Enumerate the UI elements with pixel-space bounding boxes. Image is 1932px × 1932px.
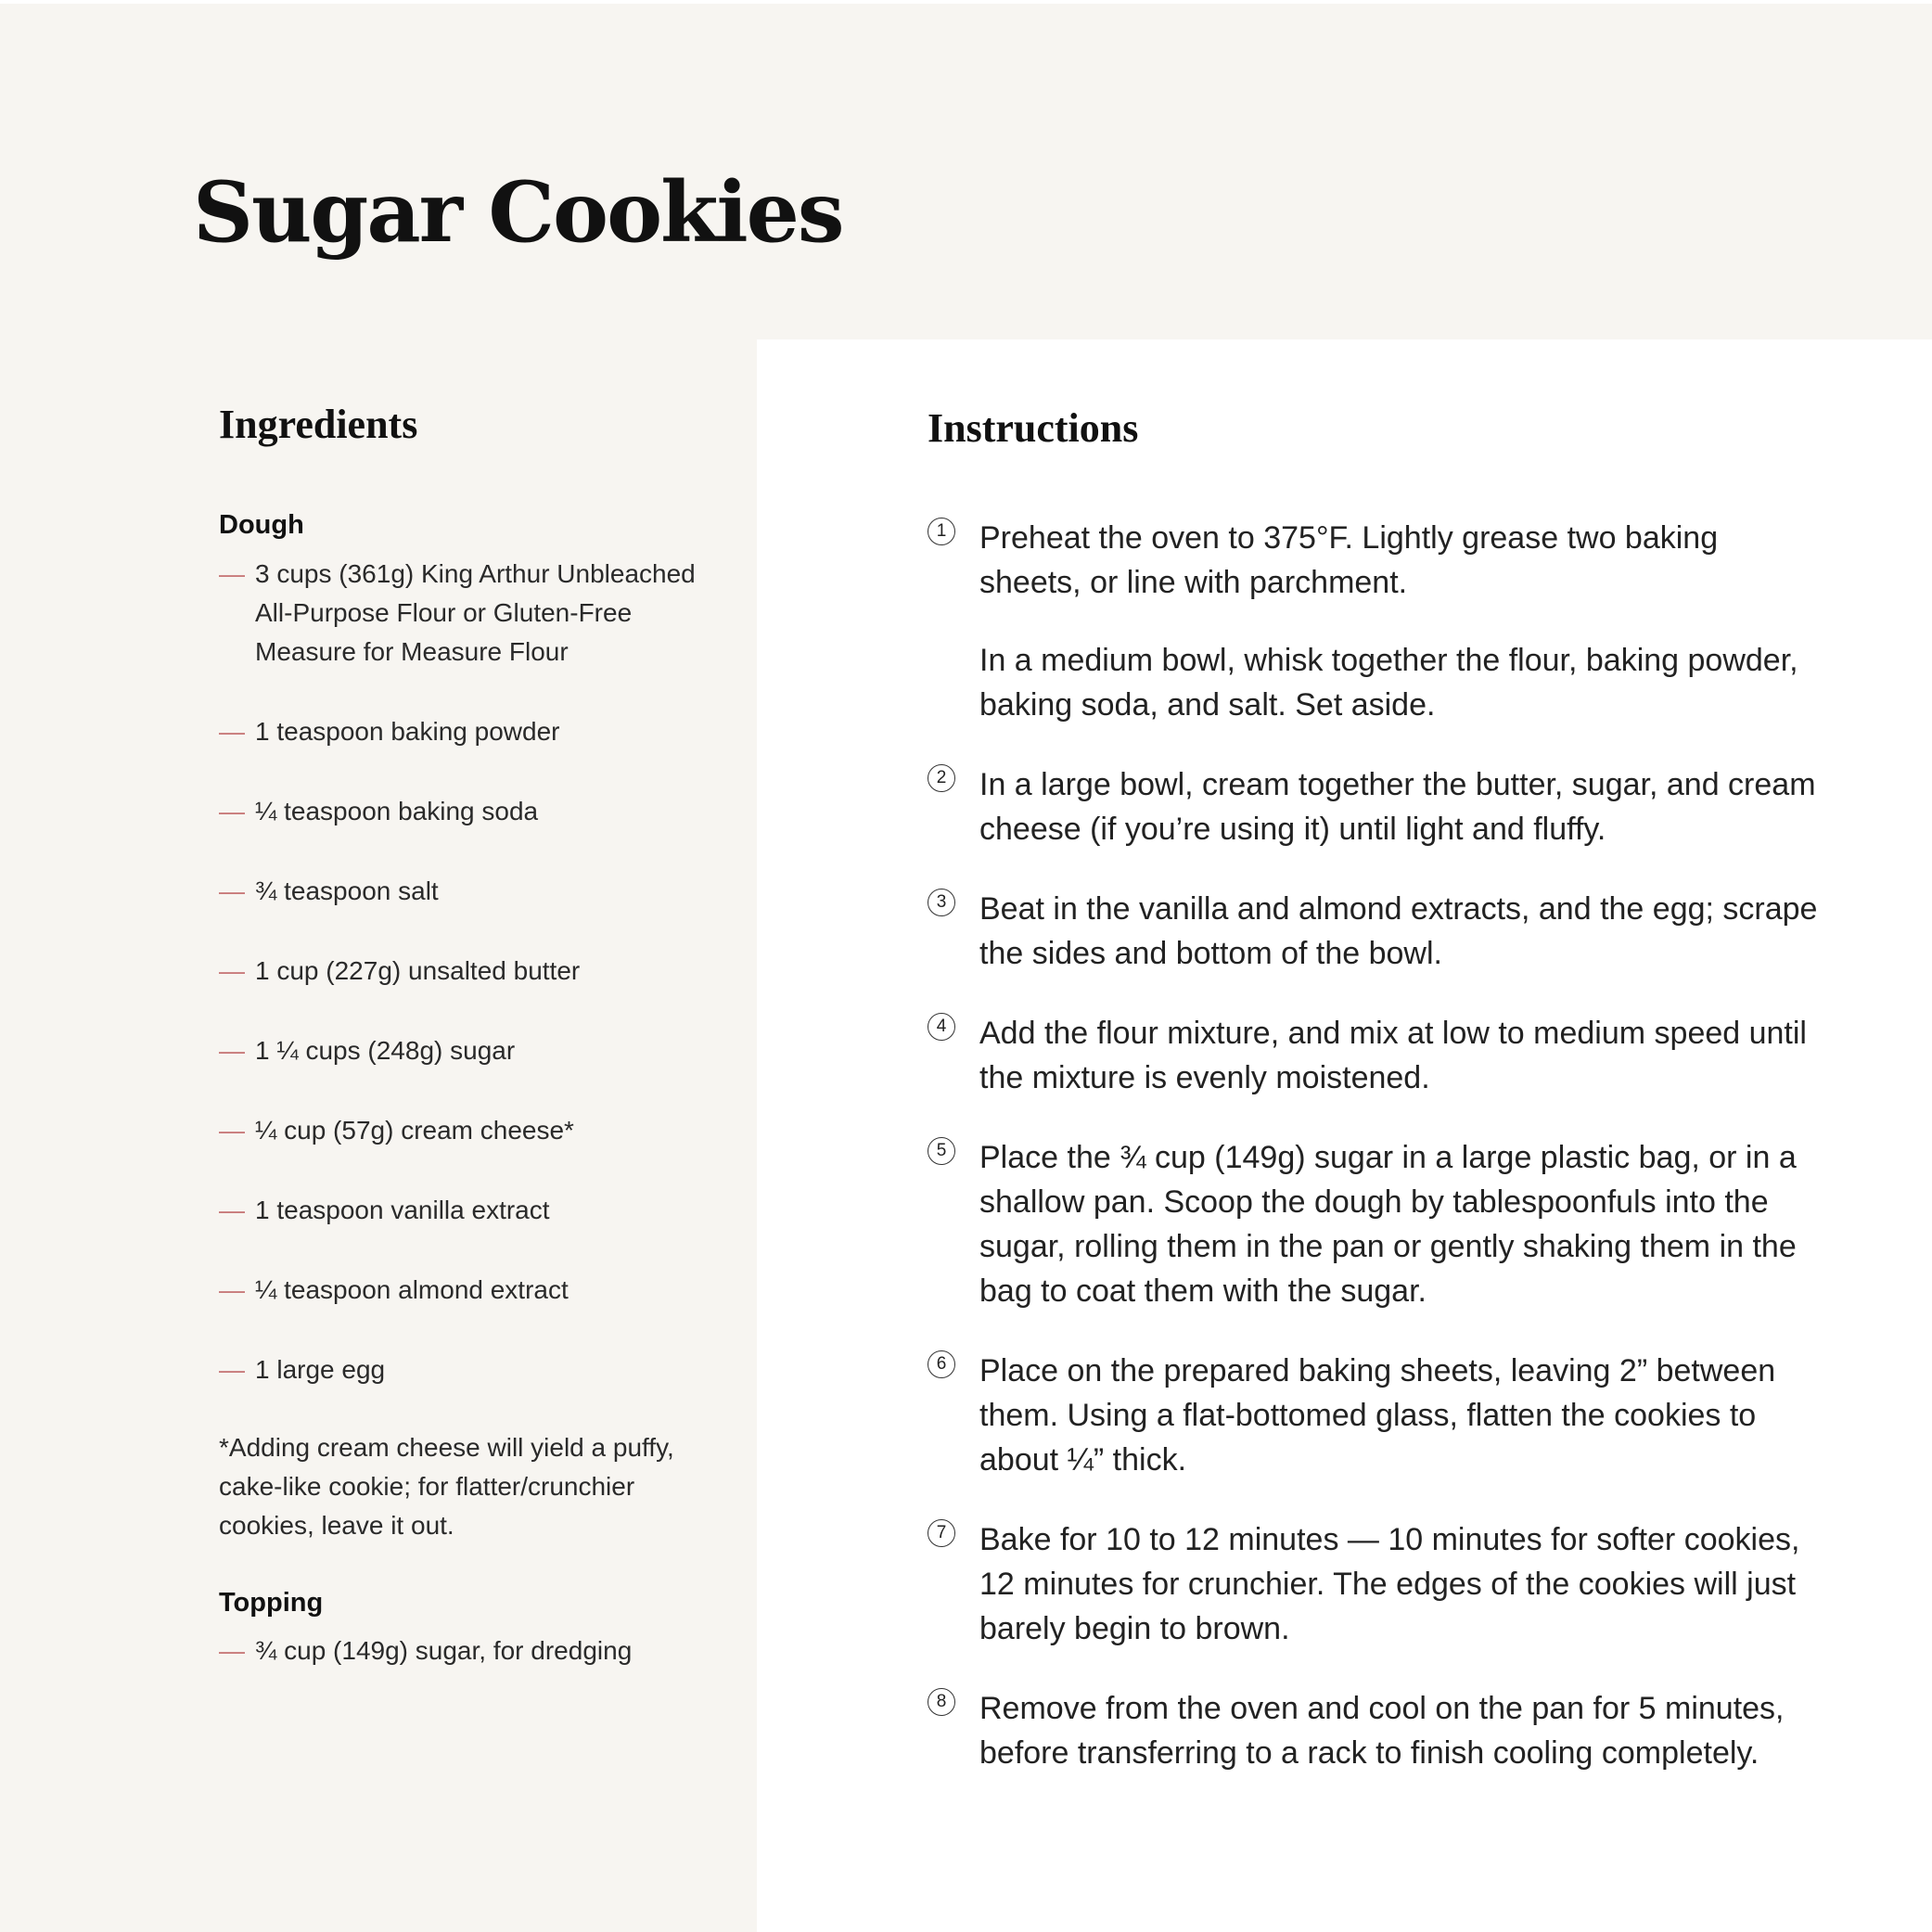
- instructions-steps: [928, 516, 1827, 1810]
- dash-bullet: —: [219, 558, 245, 588]
- step-number-circle: 7: [928, 1519, 955, 1547]
- instruction-step: [928, 1011, 1827, 1100]
- instruction-step: [928, 1349, 1827, 1482]
- ingredients-heading: Ingredients: [219, 402, 418, 447]
- instruction-step: [928, 1135, 1827, 1313]
- ingredient-item: [219, 792, 701, 831]
- ingredient-text: 3 cups (361g) King Arthur Unbleached All-Purpose Flour or Gluten-Free Measure for Measure Flour: [255, 558, 696, 666]
- step-number-circle: 5: [928, 1137, 955, 1165]
- dash-bullet: —: [219, 1274, 245, 1304]
- dash-bullet: —: [219, 1035, 245, 1065]
- top-band: [0, 0, 1932, 4]
- step-number-circle: 4: [928, 1013, 955, 1041]
- step-number-circle: 2: [928, 764, 955, 792]
- cream-cheese-note: *Adding cream cheese will yield a puffy, cake-like cookie; for flatter/crunchier cookies, leave it out.: [219, 1432, 674, 1540]
- instructions-heading: Instructions: [928, 405, 1139, 451]
- step-text: Place the ¾ cup (149g) sugar in a large plastic bag, or in a shallow pan. Scoop the dough by tablespoonfuls into the sugar, rolling them in the pan or gently shaking them in the bag to coat them with the sugar.: [979, 1140, 1797, 1309]
- ingredient-item: [219, 1031, 701, 1070]
- dash-bullet: —: [219, 1636, 245, 1666]
- instruction-step: [928, 887, 1827, 976]
- dash-bullet: —: [219, 876, 245, 905]
- step-text: In a large bowl, cream together the butter, sugar, and cream cheese (if you’re using it) until light and fluffy.: [979, 767, 1816, 847]
- ingredient-text: ¾ cup (149g) sugar, for dredging: [255, 1636, 633, 1666]
- step-number-circle: 1: [928, 518, 955, 545]
- topping-ingredient-list: [219, 1631, 701, 1670]
- instruction-step: [928, 1686, 1827, 1775]
- step-text: Add the flour mixture, and mix at low to medium speed until the mixture is evenly moistened.: [979, 1016, 1807, 1095]
- step-text: Place on the prepared baking sheets, leaving 2” between them. Using a flat-bottomed glass, flatten the cookies to about ¼” thick.: [979, 1353, 1776, 1478]
- ingredient-item: [219, 555, 701, 672]
- ingredient-item: [219, 1111, 701, 1150]
- step-text: In a medium bowl, whisk together the flour, baking powder, baking soda, and salt. Set aside.: [979, 643, 1798, 723]
- step-number-circle: 3: [928, 889, 955, 916]
- dash-bullet: —: [219, 1115, 245, 1145]
- ingredient-item: [219, 1631, 701, 1670]
- ingredient-item: [219, 872, 701, 911]
- ingredient-text: 1 ¼ cups (248g) sugar: [255, 1035, 516, 1065]
- dash-bullet: —: [219, 796, 245, 825]
- dough-group-title: Dough: [219, 510, 304, 540]
- ingredient-text: ¼ teaspoon baking soda: [255, 796, 539, 825]
- ingredient-text: 1 teaspoon vanilla extract: [255, 1195, 550, 1224]
- step-text: Preheat the oven to 375°F. Lightly grease two baking sheets, or line with parchment.: [979, 520, 1719, 600]
- ingredient-item: [219, 712, 701, 751]
- ingredient-text: ¾ teaspoon salt: [255, 876, 439, 905]
- instruction-step: [928, 516, 1827, 727]
- step-number-circle: 8: [928, 1688, 955, 1716]
- recipe-title: Sugar Cookies: [193, 163, 843, 262]
- step-text: Bake for 10 to 12 minutes — 10 minutes for softer cookies, 12 minutes for crunchier. The edges of the cookies will just barely begin to brown.: [979, 1522, 1800, 1646]
- ingredient-text: ¼ teaspoon almond extract: [255, 1274, 569, 1304]
- instruction-step: [928, 762, 1827, 851]
- ingredient-item: [219, 1350, 701, 1389]
- ingredient-text: 1 cup (227g) unsalted butter: [255, 955, 581, 985]
- ingredient-item: [219, 1271, 701, 1310]
- dash-bullet: —: [219, 1354, 245, 1384]
- ingredients-section: [219, 508, 701, 1711]
- step-text: Beat in the vanilla and almond extracts, and the egg; scrape the sides and bottom of the bowl.: [979, 891, 1818, 971]
- ingredient-text: ¼ cup (57g) cream cheese*: [255, 1115, 574, 1145]
- step-number-circle: 6: [928, 1350, 955, 1378]
- step-text: Remove from the oven and cool on the pan for 5 minutes, before transferring to a rack to finish cooling completely.: [979, 1691, 1785, 1771]
- dash-bullet: —: [219, 1195, 245, 1224]
- dash-bullet: —: [219, 955, 245, 985]
- ingredient-item: [219, 952, 701, 991]
- dash-bullet: —: [219, 716, 245, 746]
- ingredient-text: 1 large egg: [255, 1354, 386, 1384]
- topping-group-title: Topping: [219, 1587, 324, 1618]
- ingredient-text: 1 teaspoon baking powder: [255, 716, 560, 746]
- dough-ingredient-list: [219, 555, 701, 1389]
- instruction-step: [928, 1517, 1827, 1651]
- ingredient-item: [219, 1191, 701, 1230]
